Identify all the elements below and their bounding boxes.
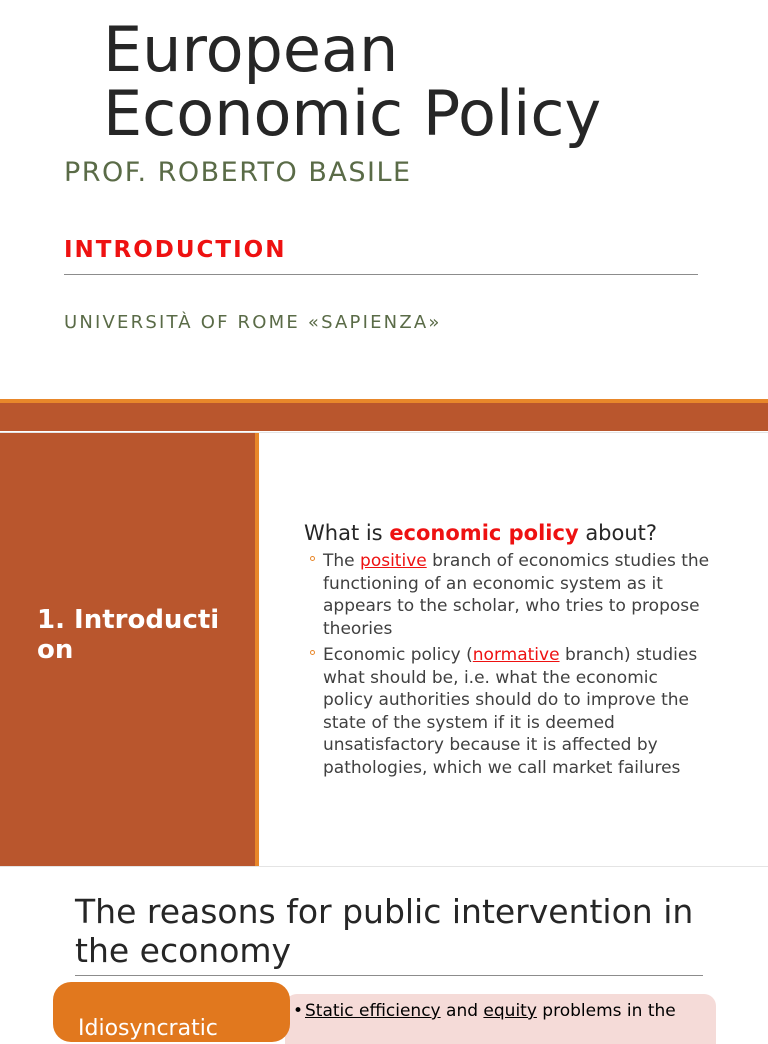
- introduction-slide: [0, 432, 768, 867]
- section-heading: INTRODUCTION: [64, 237, 287, 263]
- side-panel-stripe: [255, 433, 259, 866]
- footer-band: [0, 403, 768, 431]
- ring-bullet-icon: [310, 650, 315, 655]
- author-name: PROF. ROBERTO BASILE: [64, 157, 412, 188]
- side-panel: [0, 433, 255, 866]
- bullet-text-after: problems in the: [536, 1001, 676, 1021]
- bullet-list: [310, 550, 710, 783]
- list-item: [310, 644, 710, 779]
- list-item: [310, 550, 710, 640]
- bullet-text-mid: and: [440, 1001, 484, 1021]
- lead-highlight: economic policy: [389, 521, 579, 545]
- title-divider: [75, 975, 703, 976]
- title-divider: [64, 274, 698, 275]
- bullet-dot-icon: •: [293, 1001, 304, 1021]
- lead-before: What is: [304, 521, 390, 545]
- category-label: Idiosyncratic: [78, 1016, 218, 1041]
- lead-question: [304, 521, 657, 545]
- presentation-title: [103, 13, 602, 150]
- slide-title: The reasons for public intervention in the economy: [75, 892, 694, 970]
- side-panel-title: 1. Introduction: [37, 605, 220, 665]
- category-box: [53, 982, 290, 1042]
- list-item: [293, 1001, 676, 1021]
- bullet-text-before: Economic policy (: [323, 645, 473, 665]
- term-link-equity[interactable]: equity: [483, 1001, 537, 1021]
- bullet-text-before: The: [323, 551, 361, 571]
- bullet-text-after: branch of economics studies the functioning of an economic system as it appears to the scholar, who tries to propose theories: [323, 551, 710, 639]
- title-line-1: European: [103, 13, 399, 86]
- term-link-normative[interactable]: normative: [472, 645, 560, 665]
- lead-after: about?: [578, 521, 658, 545]
- ring-bullet-icon: [310, 556, 315, 561]
- title-line-2: Economic Policy: [103, 77, 602, 150]
- bullet-text-after: branch) studies what should be, i.e. what the economic policy authorities should do to improve the state of the system if it is deemed unsatisfactory because it is affected by pathologies, which we call market failures: [323, 645, 698, 778]
- university-name: UNIVERSITÀ OF ROME «SAPIENZA»: [64, 312, 442, 333]
- term-link-positive[interactable]: positive: [360, 551, 427, 571]
- term-link-static-efficiency[interactable]: Static efficiency: [305, 1001, 441, 1021]
